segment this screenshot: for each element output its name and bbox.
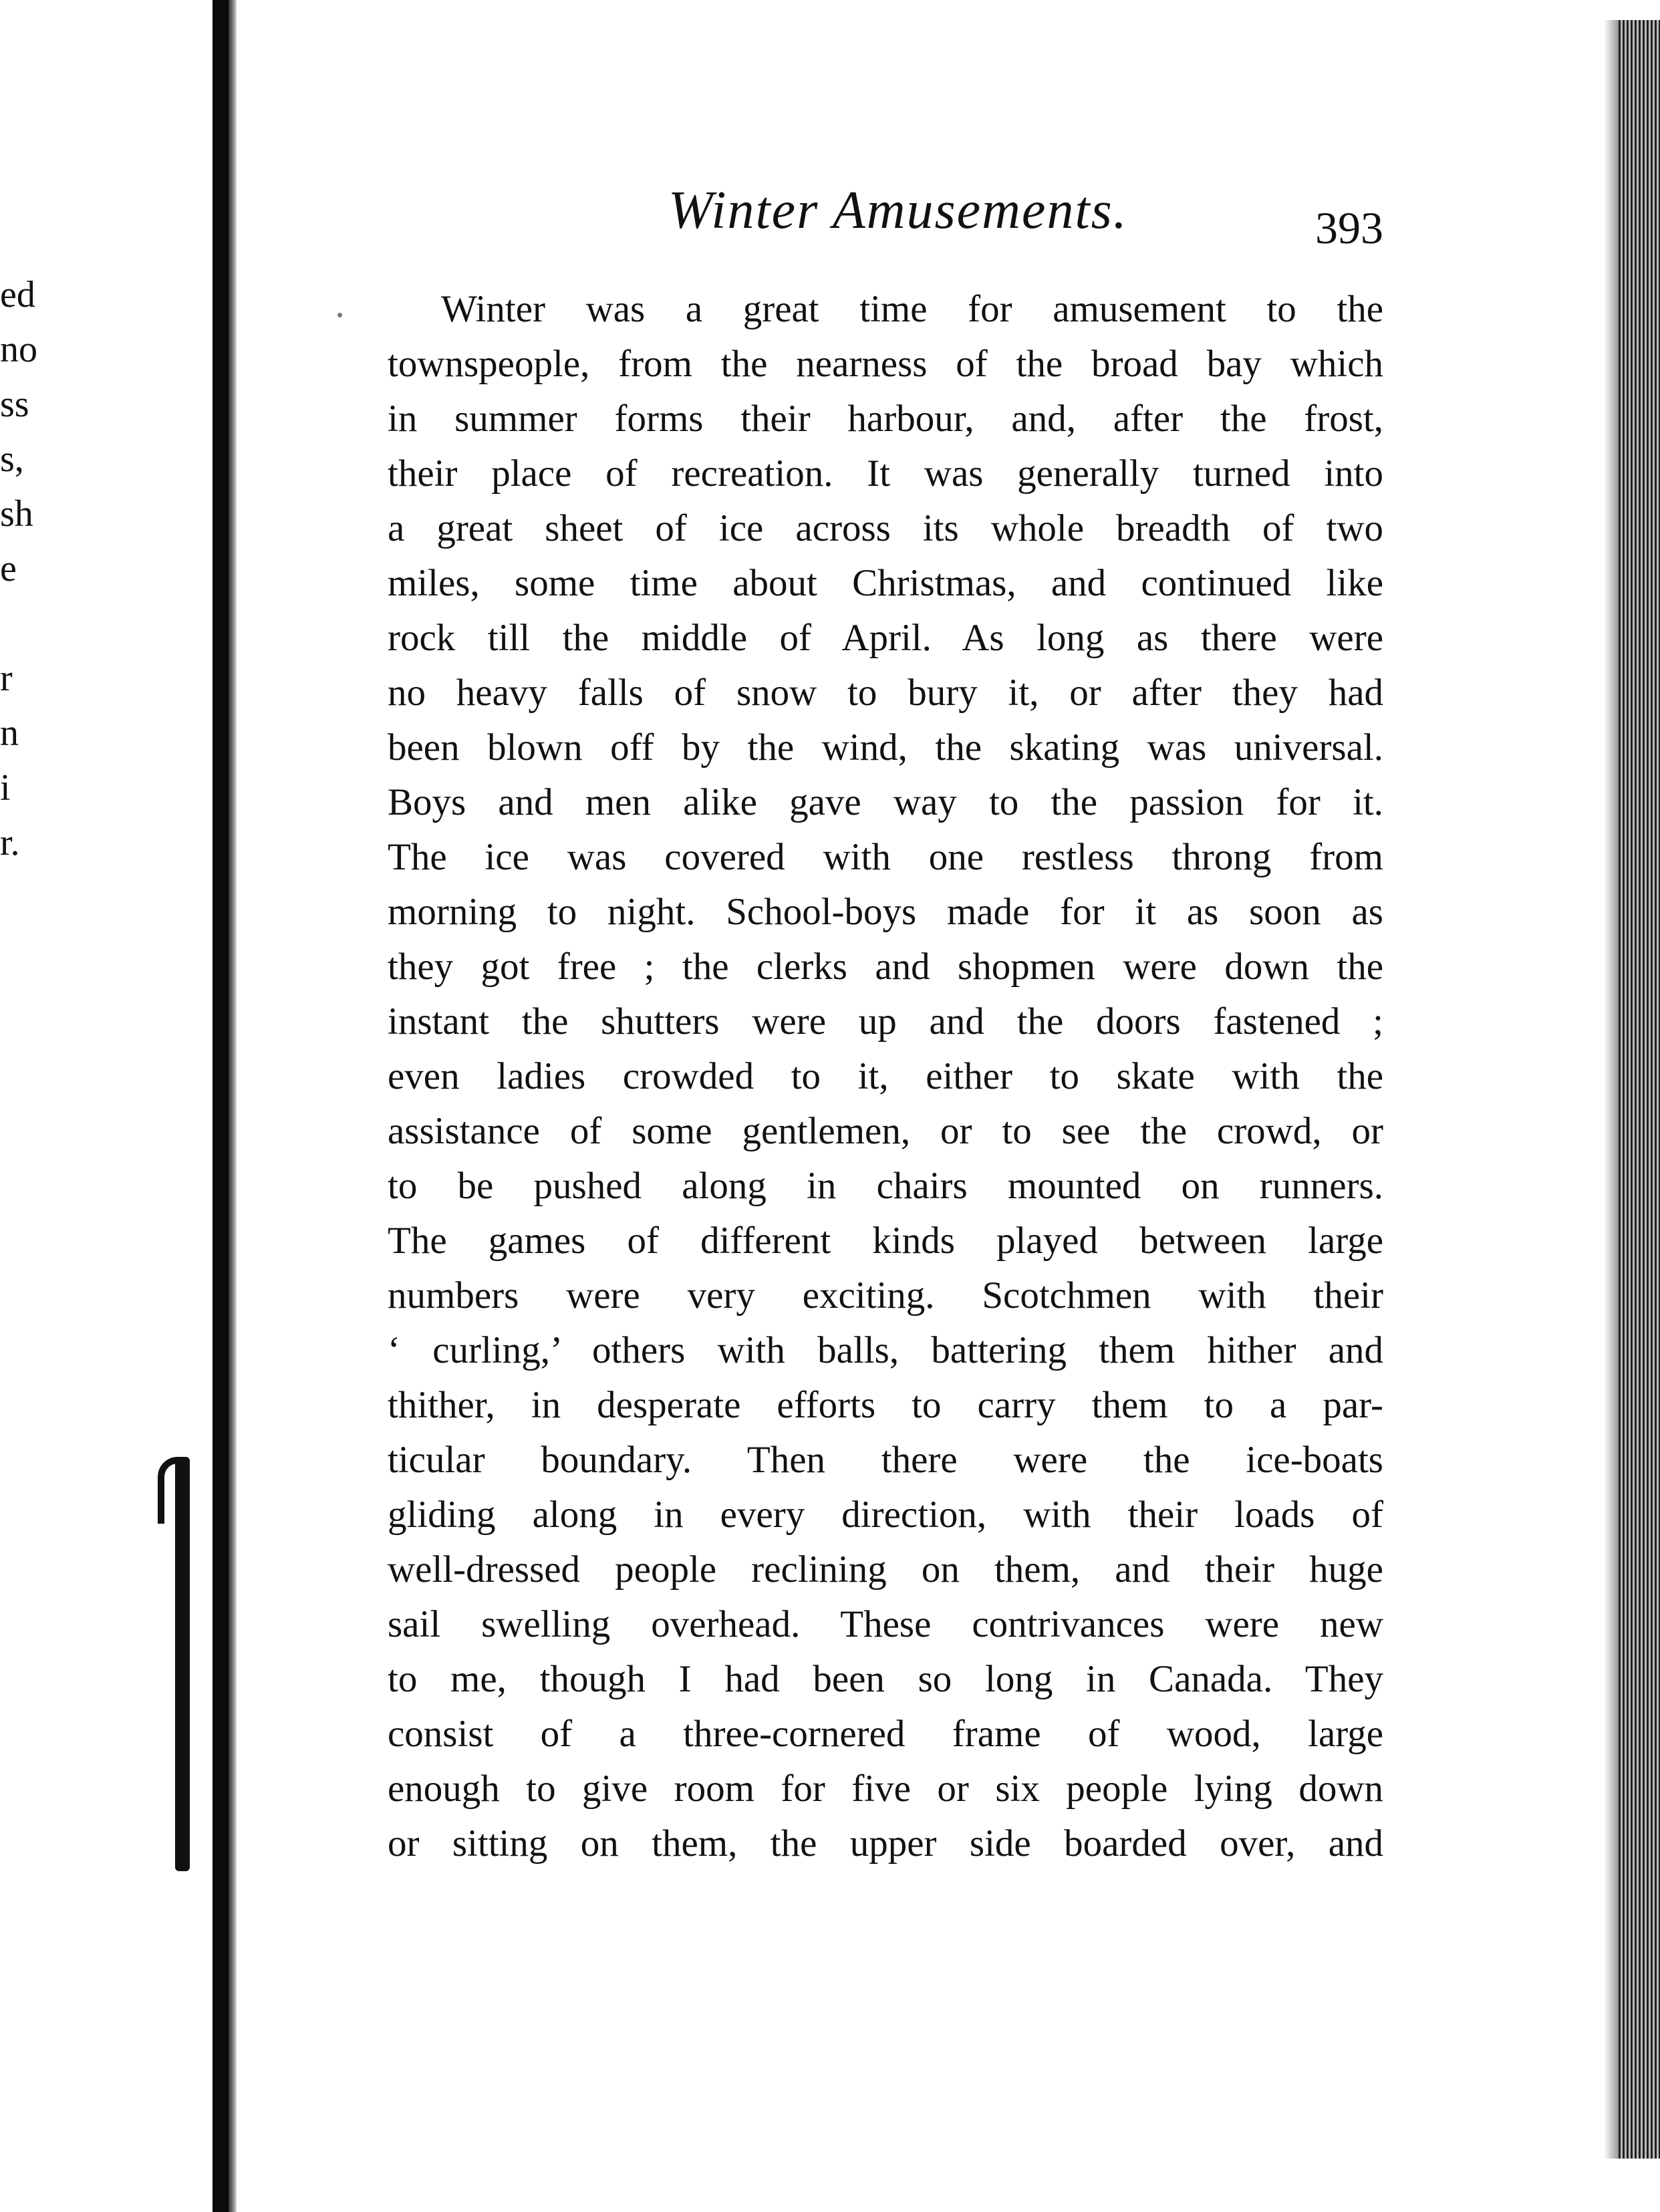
- text-line: well-dressed people reclining on them, and their huge: [388, 1548, 1383, 1591]
- line-fragment: i: [0, 767, 11, 809]
- running-title: Winter Amusements.: [668, 181, 1128, 240]
- stacked-page-edges: [1619, 20, 1660, 2159]
- line-fragment: no: [0, 329, 37, 370]
- book-page: [388, 180, 1383, 1871]
- line-fragment: ss: [0, 384, 29, 425]
- previous-page-line-endings: [0, 267, 53, 870]
- line-fragment: sh: [0, 493, 33, 535]
- binding-thread: [175, 1457, 190, 1871]
- page-edge-shadow: [1604, 20, 1619, 2159]
- text-line: they got free ; the clerks and shopmen were down the: [388, 946, 1383, 988]
- text-line: Boys and men alike gave way to the passion for it.: [388, 781, 1383, 823]
- text-line: morning to night. School-boys made for it as soon as: [388, 891, 1383, 933]
- text-line: The games of different kinds played between large: [388, 1220, 1383, 1262]
- line-fragment: s,: [0, 438, 24, 480]
- scan-dust-speck: [337, 313, 342, 317]
- page-fold-shadow: [213, 0, 229, 2212]
- text-line: numbers were very exciting. Scotchmen with their: [388, 1274, 1383, 1317]
- line-fragment: n: [0, 712, 19, 754]
- line-fragment: [0, 596, 53, 651]
- body-paragraph: [388, 282, 1383, 1871]
- text-line: consist of a three-cornered frame of wood, large: [388, 1713, 1383, 1755]
- text-line: or sitting on them, the upper side boarded over, and: [388, 1822, 1383, 1864]
- text-line: The ice was covered with one restless throng from: [388, 836, 1383, 878]
- line-fragment: r.: [0, 822, 20, 863]
- text-line: to me, though I had been so long in Canada. They: [388, 1658, 1383, 1700]
- text-line: ‘ curling,’ others with balls, battering them hither and: [388, 1329, 1383, 1371]
- text-line: townspeople, from the nearness of the broad bay which: [388, 343, 1383, 385]
- text-line: instant the shutters were up and the doors fastened ;: [388, 1000, 1383, 1043]
- text-line: ticular boundary. Then there were the ice-boats: [388, 1439, 1383, 1481]
- text-line: no heavy falls of snow to bury it, or after they had: [388, 672, 1383, 714]
- text-line: assistance of some gentlemen, or to see the crowd, or: [388, 1110, 1383, 1152]
- text-line: rock till the middle of April. As long as there were: [388, 617, 1383, 659]
- line-fragment: e: [0, 548, 17, 589]
- text-line: sail swelling overhead. These contrivances were new: [388, 1603, 1383, 1645]
- text-line: in summer forms their harbour, and, after the frost,: [388, 398, 1383, 440]
- text-line: enough to give room for five or six people lying down: [388, 1768, 1383, 1810]
- running-head: [388, 180, 1383, 274]
- text-line: been blown off by the wind, the skating was universal.: [388, 726, 1383, 769]
- text-line: their place of recreation. It was generally turned into: [388, 452, 1383, 495]
- previous-page: [0, 0, 221, 2212]
- text-line: thither, in desperate efforts to carry them to a par-: [388, 1384, 1383, 1426]
- line-fragment: r: [0, 658, 13, 699]
- text-line: miles, some time about Christmas, and continued like: [388, 562, 1383, 604]
- text-line: Winter was a great time for amusement to the: [441, 288, 1383, 330]
- binding-gutter: [229, 0, 237, 2212]
- text-line: even ladies crowded to it, either to skate with the: [388, 1055, 1383, 1097]
- text-line: gliding along in every direction, with their loads of: [388, 1494, 1383, 1536]
- text-line: a great sheet of ice across its whole breadth of two: [388, 507, 1383, 549]
- page-number: 393: [1315, 202, 1383, 253]
- line-fragment: ed: [0, 274, 35, 315]
- text-line: to be pushed along in chairs mounted on runners.: [388, 1165, 1383, 1207]
